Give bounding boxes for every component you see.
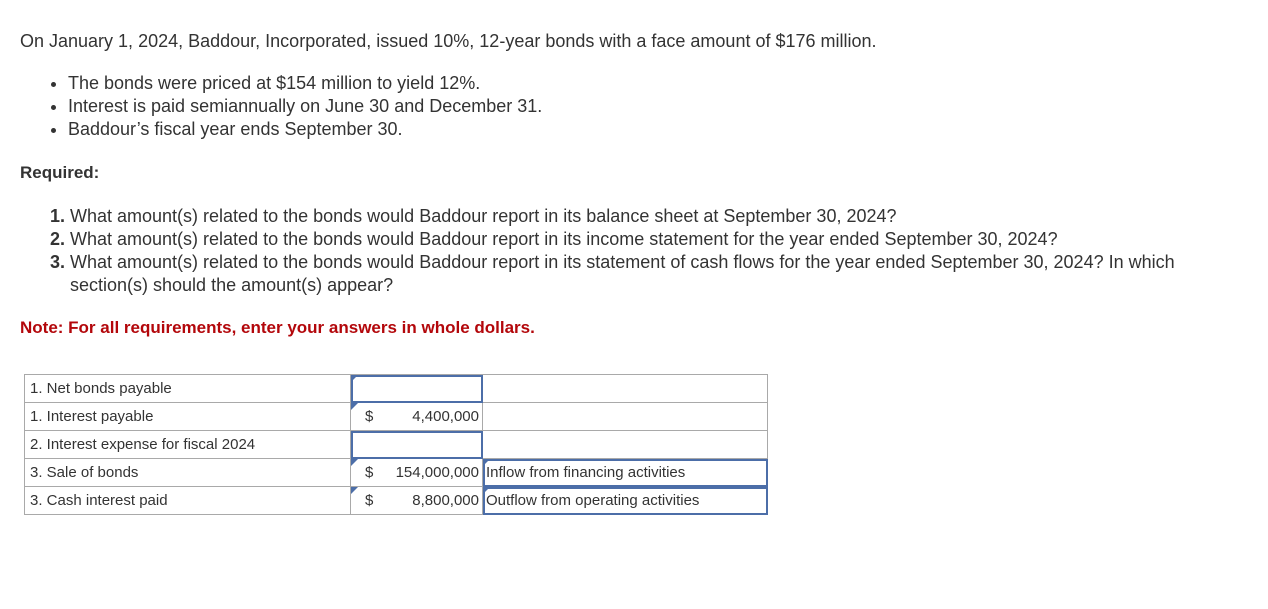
note-text: Note: For all requirements, enter your answers in whole dollars. — [20, 318, 535, 337]
requirement-item: 3. What amount(s) related to the bonds would Baddour report in its statement of cash flows for the year ended September 30, 2024? In which section(s) should the amount(s) appear? — [70, 251, 1190, 297]
flag-marker-icon — [351, 459, 358, 466]
amount-input-interest-expense[interactable] — [351, 431, 483, 459]
table-row — [25, 403, 768, 431]
requirements-list — [48, 205, 1190, 297]
amount-value: 4,400,000 — [412, 408, 479, 425]
fact-item: • Interest is paid semiannually on June 30 and December 31. — [68, 95, 542, 118]
currency-symbol: $ — [365, 408, 374, 425]
row-label: 3. Sale of bonds — [25, 459, 351, 487]
row-label: 1. Net bonds payable — [25, 375, 351, 403]
currency-symbol: $ — [365, 464, 374, 481]
amount-input-cash-interest-paid[interactable] — [351, 487, 483, 515]
amount-value: 8,800,000 — [412, 492, 479, 509]
table-row — [25, 431, 768, 459]
table-row — [25, 459, 768, 487]
amount-input-net-bonds-payable[interactable] — [351, 375, 483, 403]
flag-marker-icon — [483, 487, 490, 494]
description-select-cash-interest-paid[interactable] — [483, 487, 768, 515]
answer-table — [24, 374, 768, 515]
fact-item: • The bonds were priced at $154 million to yield 12%. — [68, 72, 542, 95]
currency-symbol: $ — [365, 492, 374, 509]
description-value — [483, 408, 486, 425]
description-value — [483, 436, 486, 453]
description-cell — [483, 403, 768, 431]
requirement-item: 2. What amount(s) related to the bonds would Baddour report in its income statement for the year ended September 30, 2024? — [70, 228, 1190, 251]
flag-marker-icon — [351, 487, 358, 494]
flag-marker-icon — [351, 375, 358, 382]
table-row — [25, 375, 768, 403]
fact-item: • Baddour’s fiscal year ends September 30. — [68, 118, 542, 141]
amount-value: 154,000,000 — [395, 464, 479, 481]
row-label: 1. Interest payable — [25, 403, 351, 431]
table-row — [25, 487, 768, 515]
problem-intro: On January 1, 2024, Baddour, Incorporated, issued 10%, 12-year bonds with a face amount of $176 million. — [20, 31, 877, 51]
description-value: Outflow from operating activities — [486, 492, 700, 509]
row-label: 3. Cash interest paid — [25, 487, 351, 515]
flag-marker-icon — [483, 459, 490, 466]
description-select-sale-of-bonds[interactable] — [483, 459, 768, 487]
amount-input-interest-payable[interactable] — [351, 403, 483, 431]
row-label: 2. Interest expense for fiscal 2024 — [25, 431, 351, 459]
flag-marker-icon — [351, 403, 358, 410]
requirement-item: 1. What amount(s) related to the bonds would Baddour report in its balance sheet at September 30, 2024? — [70, 205, 1190, 228]
description-cell — [483, 431, 768, 459]
facts-list — [48, 72, 542, 141]
description-cell — [483, 375, 768, 403]
description-value — [483, 380, 486, 397]
required-heading: Required: — [20, 163, 100, 182]
description-value: Inflow from financing activities — [486, 464, 686, 481]
amount-input-sale-of-bonds[interactable] — [351, 459, 483, 487]
